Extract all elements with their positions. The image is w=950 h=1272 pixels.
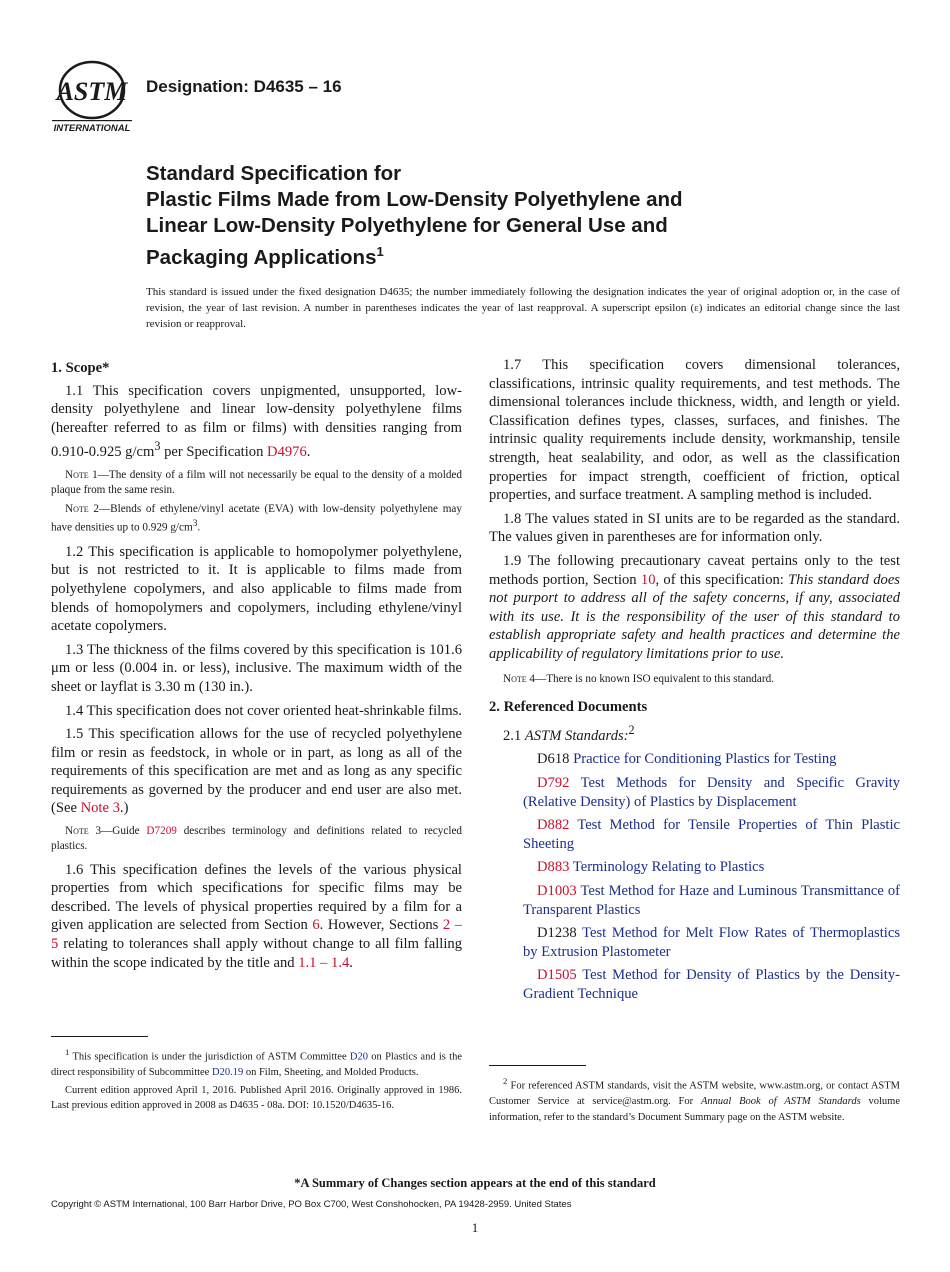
title-footnote-mark: 1 [376, 244, 384, 259]
reference-title-link[interactable]: Test Method for Density of Plastics by the Density-Gradient Technique [523, 967, 901, 1002]
title-line-1: Standard Specification for [146, 162, 402, 185]
punct: . [197, 521, 201, 534]
footnote-2-mark: 2 [503, 1076, 508, 1086]
reference-title-link[interactable]: Test Method for Tensile Properties of Thin Plastic Sheeting [523, 817, 900, 852]
reference-item[interactable] [489, 858, 900, 877]
document-title [146, 161, 846, 271]
link-section-10[interactable]: 10 [640, 571, 656, 588]
reference-list [489, 750, 900, 1003]
note-3-text: —Guide [101, 825, 147, 838]
para-1-1 [51, 382, 462, 462]
note-1-text: —The density of a film will not necessarily be equal to the density of a molded plaque from the same resin. [51, 468, 462, 496]
para-1-8: 1.8 The values stated in SI units are to be regarded as the standard. The values given in parentheses are for information only. [489, 510, 900, 546]
note-3-label: Note 3 [65, 825, 102, 838]
footnote-2-ref: 2 [628, 722, 635, 737]
para-1-6-text: relating to tolerances shall apply without change to all film falling within the scope indicated by the title and [51, 936, 462, 971]
footnote-1-mark: 1 [65, 1047, 70, 1057]
para-1-1-text: 1.1 This specification covers unpigmented, unsupported, low-density polyethylene and linear low-density polyethylene films (hereafter referred to as film or films) with densities ranging from 0.910-0.925 g/cm [51, 382, 462, 461]
link-d7209[interactable]: D7209 [146, 825, 177, 838]
note-4 [489, 672, 900, 687]
link-d20-19[interactable]: D20.19 [211, 1067, 244, 1079]
reference-code: D618 [537, 751, 570, 768]
reference-item[interactable] [489, 882, 900, 919]
para-1-9 [489, 552, 900, 664]
reference-item[interactable] [489, 750, 900, 769]
page-number: 1 [471, 1220, 479, 1235]
para-1-9-text: , of this specification: [655, 571, 789, 588]
safety-caveat: This standard does not purport to address all of the safety concerns, if any, associated with its use. It is the responsibility of the user of this standard to establish appropriate safety and health practices and determine the applicability of regulatory limitations prior to use. [489, 571, 900, 662]
link-sections-2-5[interactable]: 2 – 5 [51, 917, 462, 953]
summary-of-changes-notice: *A Summary of Changes section appears at the end of this standard [294, 1176, 656, 1190]
para-1-6-text: 1.6 This specification defines the levels of the various physical properties from which specifications for specific films may be described. The levels of physical properties required by a film for a given application are selected from Section [51, 861, 462, 934]
footnote-1-text: on Plastics and is the direct responsibility of Subcommittee [51, 1051, 462, 1079]
sup: 3 [192, 519, 198, 530]
para-1-3: 1.3 The thickness of the films covered by this specification is 101.6 μm or less (0.004 in. or less), inclusive. The maximum width of the sheet or layflat is 3.30 m (130 in.). [51, 641, 462, 695]
footnote-rule-left [51, 1036, 148, 1037]
reference-title-link[interactable]: Test Method for Melt Flow Rates of Thermoplastics by Extrusion Plastometer [523, 925, 901, 960]
footnote-2-italic: Annual Book of ASTM Standards [700, 1096, 861, 1108]
note-2-text: —Blends of ethylene/vinyl acetate (EVA) with low-density polyethylene may have densities up to 0.929 g/cm [51, 503, 462, 534]
reference-code: D1238 [537, 925, 577, 942]
reference-code-link[interactable]: D1505 [537, 967, 577, 984]
subsection-title: ASTM Standards: [524, 727, 629, 744]
left-column [51, 356, 462, 977]
reference-code-link[interactable]: D882 [537, 817, 570, 834]
section-2-heading: 2. Referenced Documents [489, 699, 648, 716]
sup: 3 [154, 439, 161, 454]
copyright: Copyright © ASTM International, 100 Barr Harbor Drive, PO Box C700, West Conshohocken, PA 19428-2959. United States [51, 1199, 572, 1210]
note-3-text-end: describes terminology and definitions related to recycled plastics. [51, 825, 462, 852]
reference-item[interactable] [489, 816, 900, 853]
reference-item[interactable] [489, 924, 900, 961]
note-3 [51, 824, 462, 854]
para-1-7: 1.7 This specification covers dimensional tolerances, classifications, intrinsic quality requirements, and test methods. The dimensional tolerances include thickness, width, and length or yield. Classification defines types, classes, surfaces, and finishes. The intrinsic quality requirements include density, workmanship, tensile strength, heat sealability, and odor, as well as the classification properties for impact strength, coefficient of friction, optical properties, and surface treatment. A sampling method is included. [489, 357, 900, 504]
link-section-6[interactable]: 6 [312, 917, 320, 934]
footnote-2-text: volume information, refer to the standard’s Document Summary page on the ASTM website. [489, 1096, 900, 1123]
section-1-heading: 1. Scope* [51, 360, 110, 376]
link-1-1-1-4[interactable]: 1.1 – 1.4 [298, 954, 350, 971]
reference-title-link[interactable]: Terminology Relating to Plastics [572, 859, 765, 876]
para-1-5-text: 1.5 This specification allows for the use of recycled polyethylene film or resin as feedstock, in whole or in part, as long as all of the requirements of this specification are met and as long as any specific requirements as governed by the producer and end user are also met. (See [51, 726, 462, 817]
title-line-4-text: Packaging Applications [146, 245, 377, 269]
footnote-1-text: on Film, Sheeting, and Molded Products. [243, 1067, 419, 1079]
footnote-1-edition: Current edition approved April 1, 2016. Published April 2016. Originally approved in 1986. Last previous edition approved in 2008 as D4635 - 08a. DOI: 10.1520/D4635-16. [51, 1084, 462, 1112]
footnote-1 [51, 1045, 462, 1081]
title-line-3: Linear Low-Density Polyethylene for General Use and [146, 214, 668, 237]
para-1-6 [51, 861, 462, 973]
svg-text:ASTM: ASTM [56, 77, 128, 106]
title-line-4 [146, 239, 846, 271]
punct: .) [119, 800, 129, 817]
note-1-label: Note 1 [65, 468, 98, 481]
reference-title-link[interactable]: Test Methods for Density and Specific Gravity (Relative Density) of Plastics by Displacement [523, 774, 900, 810]
footnotes-right [489, 1074, 900, 1127]
footnote-2 [489, 1074, 900, 1125]
note-1 [51, 468, 462, 498]
link-d20[interactable]: D20 [349, 1051, 368, 1063]
reference-title-link[interactable]: Practice for Conditioning Plastics for Testing [573, 751, 837, 768]
para-1-2: 1.2 This specification is applicable to homopolymer polyethylene, but is not restricted to it. It is applicable to films made from polyethylene copolymers, and also applicable to films made from blends of homopolymers and copolymers, including ethylene/vinyl acetate copolymers. [51, 543, 462, 635]
subsection-number: 2.1 [503, 727, 525, 744]
title-line-2: Plastic Films Made from Low-Density Polyethylene and [146, 188, 683, 211]
logo-wordmark: INTERNATIONAL [53, 123, 131, 134]
note-4-label: Note 4 [503, 672, 536, 685]
note-2 [51, 502, 462, 535]
note-4-text: —There is no known ISO equivalent to this standard. [535, 672, 774, 685]
reference-title-link[interactable]: Test Method for Haze and Luminous Transmittance of Transparent Plastics [523, 882, 900, 918]
punct: . [306, 444, 311, 461]
reference-code-link[interactable]: D792 [537, 774, 570, 791]
astm-standards-heading [489, 721, 900, 745]
link-d4976[interactable]: D4976 [267, 444, 307, 461]
note-2-label: Note 2 [65, 503, 99, 516]
para-1-1-mid: per Specification [160, 444, 268, 461]
para-1-5 [51, 725, 462, 818]
footnotes-left [51, 1045, 462, 1116]
punct: . [349, 954, 353, 971]
astm-logo [48, 60, 136, 134]
para-1-4: 1.4 This specification does not cover oriented heat-shrinkable films. [65, 702, 462, 719]
footnote-rule-right [489, 1065, 586, 1066]
footnote-2-text: For referenced ASTM standards, visit the ASTM website, www.astm.org, or contact ASTM Customer Service at service@astm.org. For [489, 1080, 900, 1108]
para-1-9-text: 1.9 The following precautionary caveat pertains only to the test methods portion, Section [489, 552, 900, 588]
right-column [489, 356, 900, 1008]
footnote-1-text: This specification is under the jurisdiction of ASTM Committee [72, 1051, 350, 1063]
reference-code-link[interactable]: D1003 [537, 882, 577, 899]
para-1-6-text: . However, Sections [319, 917, 443, 934]
reference-item[interactable] [489, 966, 900, 1003]
designation: Designation: D4635 – 16 [146, 77, 342, 96]
reference-code-link[interactable]: D883 [537, 859, 570, 876]
preamble: This standard is issued under the fixed designation D4635; the number immediately following the designation indicates the year of original adoption or, in the case of revision, the year of last revision. A number in parentheses indicates the year of last reapproval. A superscript epsilon (ε) indicates an editorial change since the last revision or reapproval. [146, 286, 900, 330]
link-note-3[interactable]: Note 3 [80, 800, 120, 817]
reference-item[interactable] [489, 774, 900, 811]
